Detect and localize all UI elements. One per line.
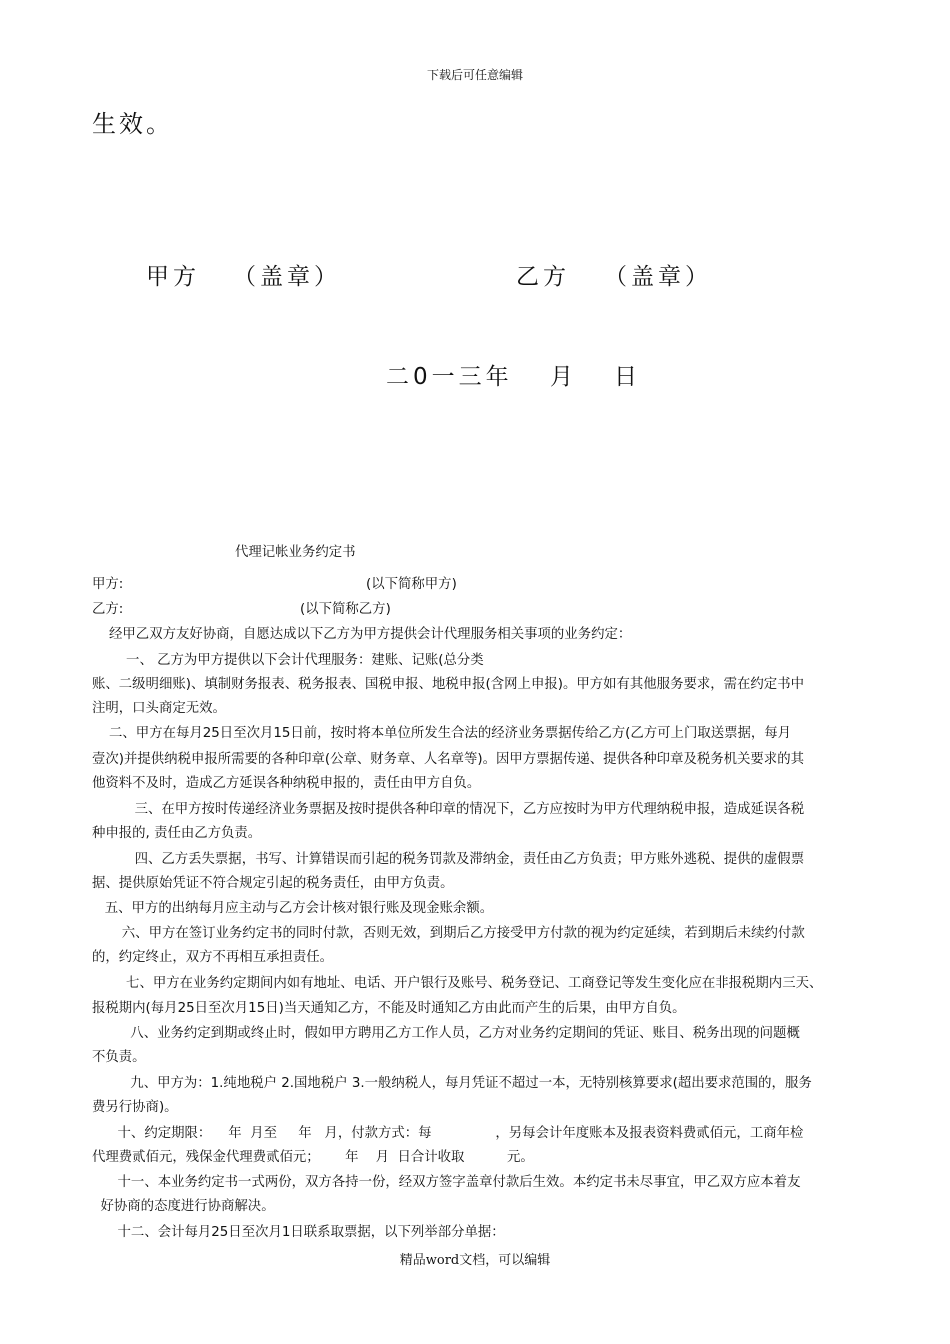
contract-line: 他资料不及时，造成乙方延误各种纳税申报的，责任由甲方自负。 — [92, 776, 481, 791]
page-footer-note: 精品word文档，可以编辑 — [399, 1253, 551, 1268]
contract-line: 十一、本业务约定书一式两份，双方各持一份，经双方签字盖章付款后生效。本约定书未尽事宜，甲乙双方应本着友 — [92, 1175, 801, 1190]
contract-title: 代理记帐业务约定书 — [235, 545, 356, 560]
contract-line: 九、甲方为：1.纯地税户 2.国地税户 3.一般纳税人，每月凭证不超过一本，无特别核算要求(超出要求范围的，服务 — [92, 1076, 812, 1091]
contract-line: 十二、会计每月25日至次月1日联系取票据，以下列举部分单据： — [92, 1225, 505, 1240]
party-a-seal-label: （盖章） — [233, 264, 341, 290]
continuation-text: 生效。 — [92, 110, 173, 138]
signing-date-day: 日 — [614, 364, 641, 390]
page-header-note: 下载后可任意编辑 — [426, 68, 523, 82]
contract-line: 一、 乙方为甲方提供以下会计代理服务：建账、记账(总分类 — [92, 653, 484, 668]
contract-line: 种申报的, 责任由乙方负责。 — [92, 826, 262, 841]
contract-line: 壹次)并提供纳税申报所需要的各种印章(公章、财务章、人名章等)。因甲方票据传递、提供各种印章及税务机关要求的其 — [92, 752, 804, 767]
contract-line: 十、约定期限： 年 月至 年 月，付款方式：每 ，另每会计年度账本及报表资料费贰佰元，工商年检 — [92, 1126, 804, 1141]
contract-line: 据、提供原始凭证不符合规定引起的税务责任，由甲方负责。 — [92, 876, 454, 891]
contract-line: 报税期内(每月25日至次月15日)当天通知乙方，不能及时通知乙方由此而产生的后果，由甲方自负。 — [92, 1001, 686, 1016]
contract-line: 不负责。 — [92, 1050, 146, 1065]
contract-line: 二、甲方在每月25日至次月15日前，按时将本单位所发生合法的经济业务票据传给乙方(乙方可上门取送票据，每月 — [92, 726, 792, 741]
contract-line: 代理费贰佰元，残保金代理费贰佰元； 年 月 日合计收取 元。 — [92, 1150, 534, 1165]
contract-line: 五、甲方的出纳每月应主动与乙方会计核对银行账及现金账余额。 — [92, 901, 494, 916]
signing-date-month: 月 — [550, 364, 577, 390]
contract-line: 八、业务约定到期或终止时，假如甲方聘用乙方工作人员，乙方对业务约定期间的凭证、账目、税务出现的问题概 — [92, 1026, 800, 1041]
contract-line: 好协商的态度进行协商解决。 — [92, 1199, 275, 1214]
party-a-short-name: (以下简称甲方) — [366, 577, 457, 592]
party-a-signature-label: 甲方 — [146, 264, 200, 290]
party-b-signature-label: 乙方 — [516, 264, 570, 290]
contract-line: 费另行协商)。 — [92, 1100, 178, 1115]
contract-line: 账、二级明细账)、填制财务报表、税务报表、国税申报、地税申报(含网上申报)。甲方如有其他服务要求，需在约定书中 — [92, 677, 804, 692]
contract-line: 六、甲方在签订业务约定书的同时付款，否则无效，到期后乙方接受甲方付款的视为约定延续，若到期后未续约付款 — [92, 926, 805, 941]
signing-date-year: 二0一三年 — [386, 364, 513, 390]
contract-line: 经甲乙双方友好协商，自愿达成以下乙方为甲方提供会计代理服务相关事项的业务约定： — [92, 627, 632, 642]
contract-line: 三、在甲方按时传递经济业务票据及按时提供各种印章的情况下，乙方应按时为甲方代理纳税申报，造成延误各税 — [92, 802, 805, 817]
party-a-label: 甲方: — [92, 577, 124, 592]
party-b-label: 乙方: — [92, 602, 124, 617]
contract-line: 注明，口头商定无效。 — [92, 701, 226, 716]
contract-line: 七、甲方在业务约定期间内如有地址、电话、开户银行及账号、税务登记、工商登记等发生变化应在非报税期内三天、 — [92, 976, 823, 991]
party-b-short-name: (以下简称乙方) — [300, 602, 391, 617]
party-b-seal-label: （盖章） — [604, 264, 712, 290]
contract-line: 四、乙方丢失票据，书写、计算错误而引起的税务罚款及滞纳金，责任由乙方负责；甲方账外逃税、提供的虚假票 — [92, 852, 805, 867]
contract-line: 的，约定终止，双方不再相互承担责任。 — [92, 950, 334, 965]
